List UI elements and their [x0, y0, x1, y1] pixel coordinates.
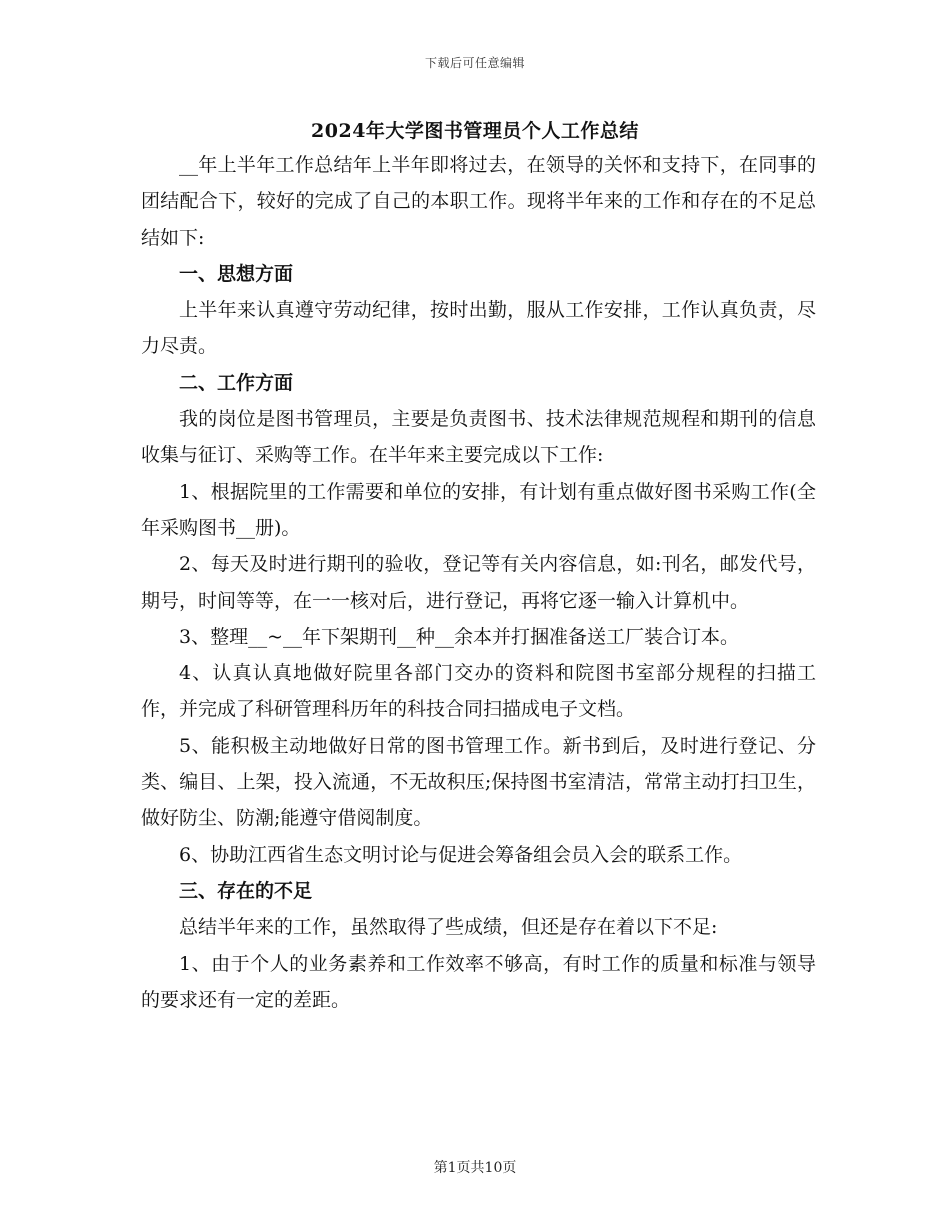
- header-note: 下载后可任意编辑: [424, 56, 525, 70]
- intro-paragraph: __年上半年工作总结年上半年即将过去，在领导的关怀和支持下，在同事的团结配合下，较好的完成了自己的本职工作。现将半年来的工作和存在的不足总结如下:: [141, 154, 816, 249]
- work-item-4: 4、认真认真地做好院里各部门交办的资料和院图书室部分规程的扫描工作，并完成了科研管理科历年的科技合同扫描成电子文档。: [141, 662, 816, 721]
- section-heading-thought: 一、思想方面: [179, 262, 294, 285]
- document-title: 2024年大学图书管理员个人工作总结: [311, 120, 639, 142]
- shortcoming-item-1: 1、由于个人的业务素养和工作效率不够高，有时工作的质量和标准与领导的要求还有一定的差距。: [141, 952, 816, 1011]
- work-item-3: 3、整理__~__年下架期刊__种__余本并打捆准备送工厂装合订本。: [179, 625, 740, 648]
- work-item-2: 2、每天及时进行期刊的验收，登记等有关内容信息，如:刊名，邮发代号，期号，时间等等，在一一核对后，进行登记，再将它逐一输入计算机中。: [141, 553, 816, 612]
- work-item-5: 5、能积极主动地做好日常的图书管理工作。新书到后，及时进行登记、分类、编目、上架，投入流通，不无故积压;保持图书室清洁，常常主动打扫卫生，做好防尘、防潮;能遵守借阅制度。: [141, 734, 816, 830]
- work-item-6: 6、协助江西省生态文明讨论与促进会筹备组会员入会的联系工作。: [179, 843, 743, 866]
- section-heading-shortcomings: 三、存在的不足: [179, 879, 313, 902]
- work-item-1: 1、根据院里的工作需要和单位的安排，有计划有重点做好图书采购工作(全年采购图书__册)。: [141, 480, 816, 539]
- page-number-footer: 第1页共10页: [433, 1160, 517, 1176]
- section-heading-work: 二、工作方面: [179, 371, 294, 394]
- work-intro-paragraph: 我的岗位是图书管理员，主要是负责图书、技术法律规范规程和期刊的信息收集与征订、采购等工作。在半年来主要完成以下工作:: [141, 408, 816, 467]
- shortcomings-intro-paragraph: 总结半年来的工作，虽然取得了些成绩，但还是存在着以下不足:: [179, 916, 718, 939]
- document-body: [141, 147, 816, 1018]
- thought-paragraph: 上半年来认真遵守劳动纪律，按时出勤，服从工作安排，工作认真负责，尽力尽责。: [141, 299, 816, 358]
